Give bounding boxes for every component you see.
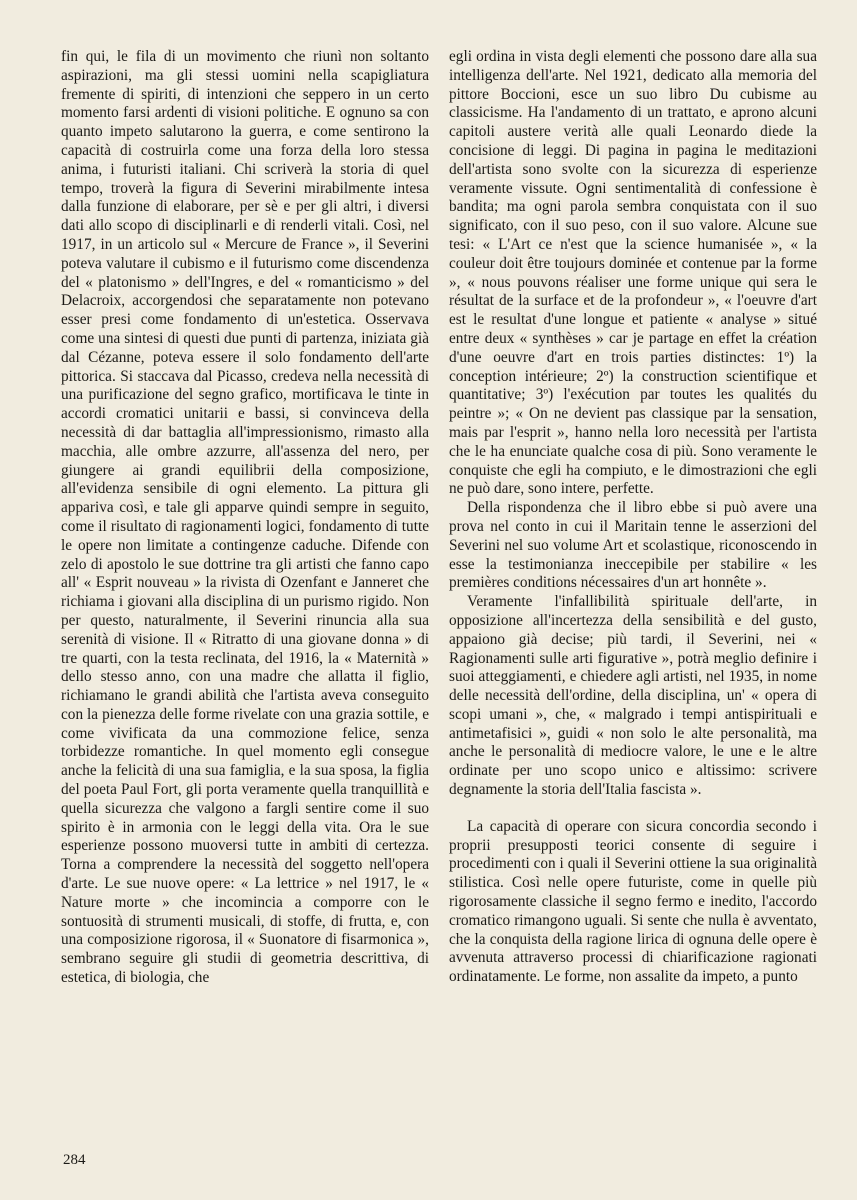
paragraph: fin qui, le fila di un movimento che riunì non soltanto aspirazioni, ma gli stessi uomini nella scapigliatura fremente di spiriti, di intenzioni che seppero in un certo momento farsi ardenti di visioni politiche. E ognuno sa con quanto impeto salutarono la guerra, e come sentirono la capacità di costruirla come una forza della loro stessa anima, i futuristi italiani. Chi scriverà la storia di quel tempo, troverà la figura di Severini mirabilmente intesa dalla funzione di elaborare, per sè e per gli altri, i diversi dati allo scopo di disciplinarli e di renderli vitali. Così, nel 1917, in un articolo sul « Mercure de France », il Severini poteva valutare il cubismo e il futurismo come discendenza del « platonismo » dell'Ingres, e del « romanticismo » del Delacroix, accorgendosi che separatamente non potevano esser presi come fondamento di un'estetica. Osservava come una sintesi di questi due punti di partenza, iniziata già dal Cézanne, poteva essere il solo fondamento dell'arte pittorica. Si staccava dal Picasso, credeva nella necessità di una purificazione del segno grafico, mortificava le tinte in accordi cromatici unitarii e bassi, si convinceva della necessità di dar battaglia all'impressionismo, rimasto alla macchia, alle ombre azzurre, all'assenza del nero, per giungere ai grandi equilibrii della composizione, all'evidenza sensibile di ogni elemento. La pittura gli appariva così, e tale gli apparve quindi sempre in seguito, come il risultato di ragionamenti logici, fondamento di tutte le opere non limitate a contingenze caduche. Difende con zelo di apostolo le sue dottrine tra gli artisti che fanno capo all' « Esprit nouveau » la rivista di Ozenfant e Janneret che richiama i giovani alla disciplina di un purismo rigido. Non per questo, naturalmente, il Severini rinuncia alla sua serenità di visione. Il « Ritratto di una giovane donna » di tre quarti, con la testa reclinata, del 1916, la « Maternità » dello stesso anno, con una madre che allatta il figlio, richiamano le grandi abilità che l'artista aveva conseguito con la pienezza delle forme rivelate con una grazia sottile, e come vivificata da una commozione felice, senza torbidezze romantiche. In quel momento egli consegue anche la felicità di una sua famiglia, e la sua sposa, la figlia del poeta Paul Fort, gli porta veramente quella tranquillità e quella sicurezza che valgono a fargli sentire come il suo spirito è in armonia con le leggi della vita. Ora le sue esperienze possono muoversi tutte in ambiti di certezza. Torna a comprendere la necessità del soggetto nell'opera d'arte. Le sue nuove opere: « La lettrice » nel 1917, le « Nature morte » che incomincia a comporre con le sontuosità di strumenti musicali, di stoffe, di frutta, e, con una composizione rigorosa, il « Suonatore di fisarmonica », sembrano seguire gli studii di geometria descrittiva, di estetica, di biologia, che [61, 48, 429, 987]
paragraph: La capacità di operare con sicura concordia secondo i proprii presupposti teorici consente di seguire i procedimenti con i quali il Severini ottiene la sua originalità stilistica. Così nelle opere futuriste, come in quelle più rigorosamente classiche il segno fermo e inedito, l'accordo cromatico rimangono uguali. Si sente che nulla è avventato, che la conquista della ragione lirica di ognuna delle opere è avvenuta attraverso processi di chiarificazione ragionati ordinatamente. Le forme, non assalite da impeto, a punto [449, 817, 817, 986]
right-column [449, 48, 817, 987]
paragraph: Della rispondenza che il libro ebbe si può avere una prova nel conto in cui il Maritain tenne le asserzioni del Severini nel suo volume Art et scolastique, riconoscendo in esse la testimonianza ineccepibile per stabilire « les premières conditions nécessaires d'un art honnête ». [449, 499, 817, 592]
paragraph: egli ordina in vista degli elementi che possono dare alla sua intelligenza dell'arte. Nel 1921, dedicato alla memoria del pittore Boccioni, esce un suo libro Du cubisme au classicisme. Ha l'andamento di un trattato, e aprono alcuni capitoli austere verità alle quali Leonardo diede la concisione di leggi. Di pagina in pagina le meditazioni dell'artista sono svolte con la sicurezza di esperienze veramente vissute. Ogni sentimentalità di confessione è bandita; ma ogni parola sembra conquistata con il suo significato, con il suo peso, con il suo valore. Alcune sue tesi: « L'Art ce n'est que la science humanisée », « la couleur doit être toujours dominée et contenue par la forme », « nous pouvons réaliser une forme unique qui sera le résultat de la surface et de la profondeur », « l'oeuvre d'art est le resultat d'une longue et patiente « analyse » situé entre deux « synthèses » car je partage en effet la création d'une oeuvre d'art en trois parties distinctes: 1º) la conception intérieure; 2º) la construction scientifique et quantitative; 3º) l'exécution par toutes les qualités du peintre »; « On ne devient pas classique par la sensation, mais par l'esprit », hanno nella loro necessità per l'artista che le ha enunciate qualche cosa di più. Sono veramente le conquiste che egli ha compiuto, e le dimostrazioni che egli ne può dare, sono intere, perfette. [449, 48, 817, 498]
page-number: 284 [63, 1152, 86, 1168]
left-column [61, 48, 429, 988]
paragraph: Veramente l'infallibilità spirituale dell'arte, in opposizione all'incertezza della sensibilità e del gusto, appaiono già decise; più tardi, il Severini, nei « Ragionamenti sulle arti figurative », potrà meglio definire i suoi atteggiamenti, e chiedere agli artisti, nel 1935, in nome delle necessità dell'ordine, della disciplina, un' « opera di scopi umani », che, « malgrado i tempi antispirituali e antimetafisici », guidi « non solo le alte personalità, ma anche le personalità di mediocre valore, le une e le altre ordinate per uno scopo unico e altissimo: scrivere degnamente la storia dell'Italia fascista ». [449, 593, 817, 799]
